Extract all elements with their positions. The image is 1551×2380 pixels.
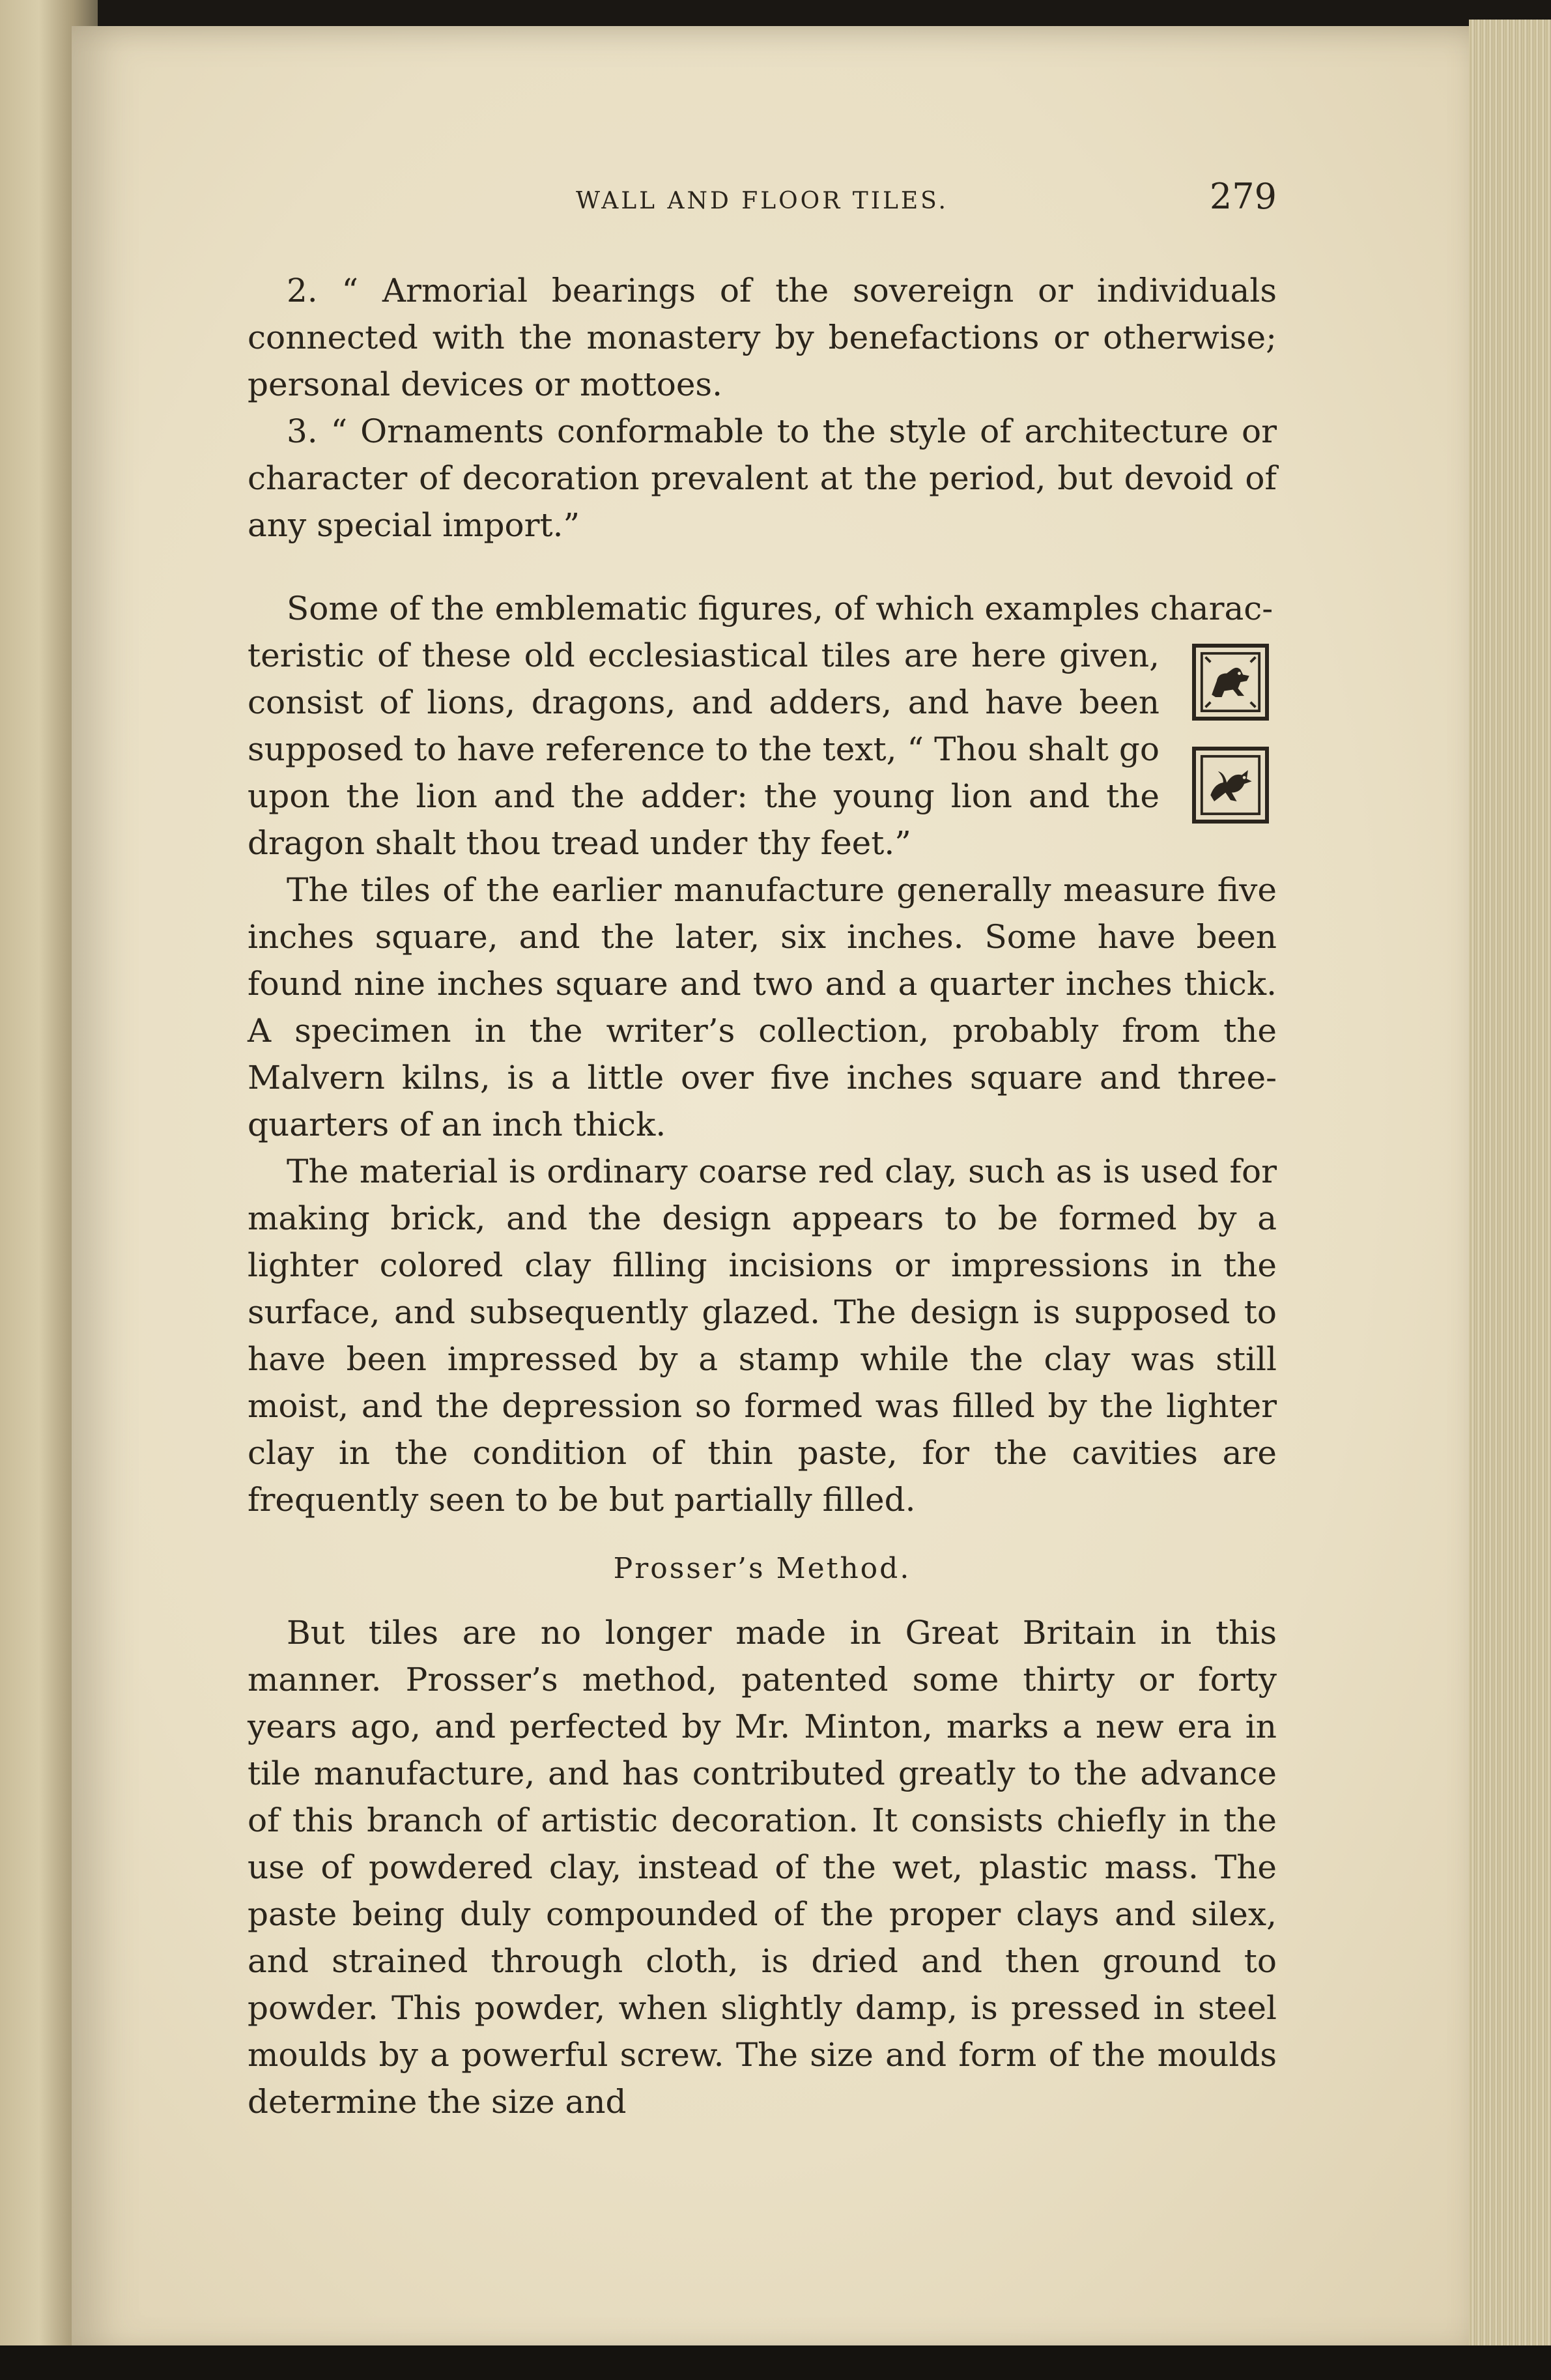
paragraph: The tiles of the earlier manufacture generally measure five inches square, and the later, six inches. Some have been found nine inches square and two and a quarter inches thick. A specimen in the writer’s collection, probably from the Malvern kilns, is a little over five inches square and three-quarters of an inch thick. (248, 871, 1277, 1143)
lion-tile-icon (1192, 644, 1269, 721)
section-title: Prosser’s Method. (613, 1552, 911, 1585)
page-body (248, 267, 1277, 2125)
dragon-tile-icon (1192, 747, 1269, 824)
page-header (248, 176, 1277, 222)
paragraph: But tiles are no longer made in Great Britain in this manner. Prosser’s method, patented some thirty or forty years ago, and perfected by Mr. Minton, marks a new era in tile manufacture, and has contributed greatly to the advance of this branch of artistic decoration. It consists chiefly in the use of powdered clay, instead of the wet, plastic mass. The paste being duly compounded of the proper clays and silex, and strained through cloth, is dried and then ground to powder. This powder, when slightly damp, is pressed in steel moulds by a powerful screw. The size and form of the moulds determine the size and (248, 1614, 1277, 2121)
scan-bottom-border (0, 2345, 1551, 2380)
emblem-paragraph-first-line: Some of the emblematic figures, of which examples charac- (287, 590, 1274, 627)
emblem-paragraph: teristic of these old ecclesiastical tiles are here given, consist of lions, dragons, and adders, and have been supposed to have reference to the text, “ Thou shalt go upon the lion and the adder: the young lion and the dragon shalt thou tread under thy feet.” (248, 637, 1160, 862)
page-number: 279 (1209, 176, 1277, 217)
running-head: WALL AND FLOOR TILES. (576, 188, 948, 214)
paragraph: The material is ordinary coarse red clay, such as is used for making brick, and the design appears to be formed by a lighter colored clay filling incisions or impressions in the surface, and subsequently glazed. The design is supposed to have been impressed by a stamp while the clay was still moist, and the depression so formed was filled by the lighter clay in the condition of thin paste, for the cavities are frequently seen to be but partially filled. (248, 1153, 1277, 1519)
emblem-section (248, 585, 1277, 867)
list-item: 2. “ Armorial bearings of the sovereign or individuals connected with the monastery by benefactions or otherwise; personal devices or mottoes. (248, 272, 1277, 403)
list-item: 3. “ Ornaments conformable to the style of architecture or character of decoration prevalent at the period, but devoid of any special import.” (248, 412, 1277, 544)
tile-illustrations (1192, 644, 1277, 850)
page-edges (1469, 20, 1551, 2365)
